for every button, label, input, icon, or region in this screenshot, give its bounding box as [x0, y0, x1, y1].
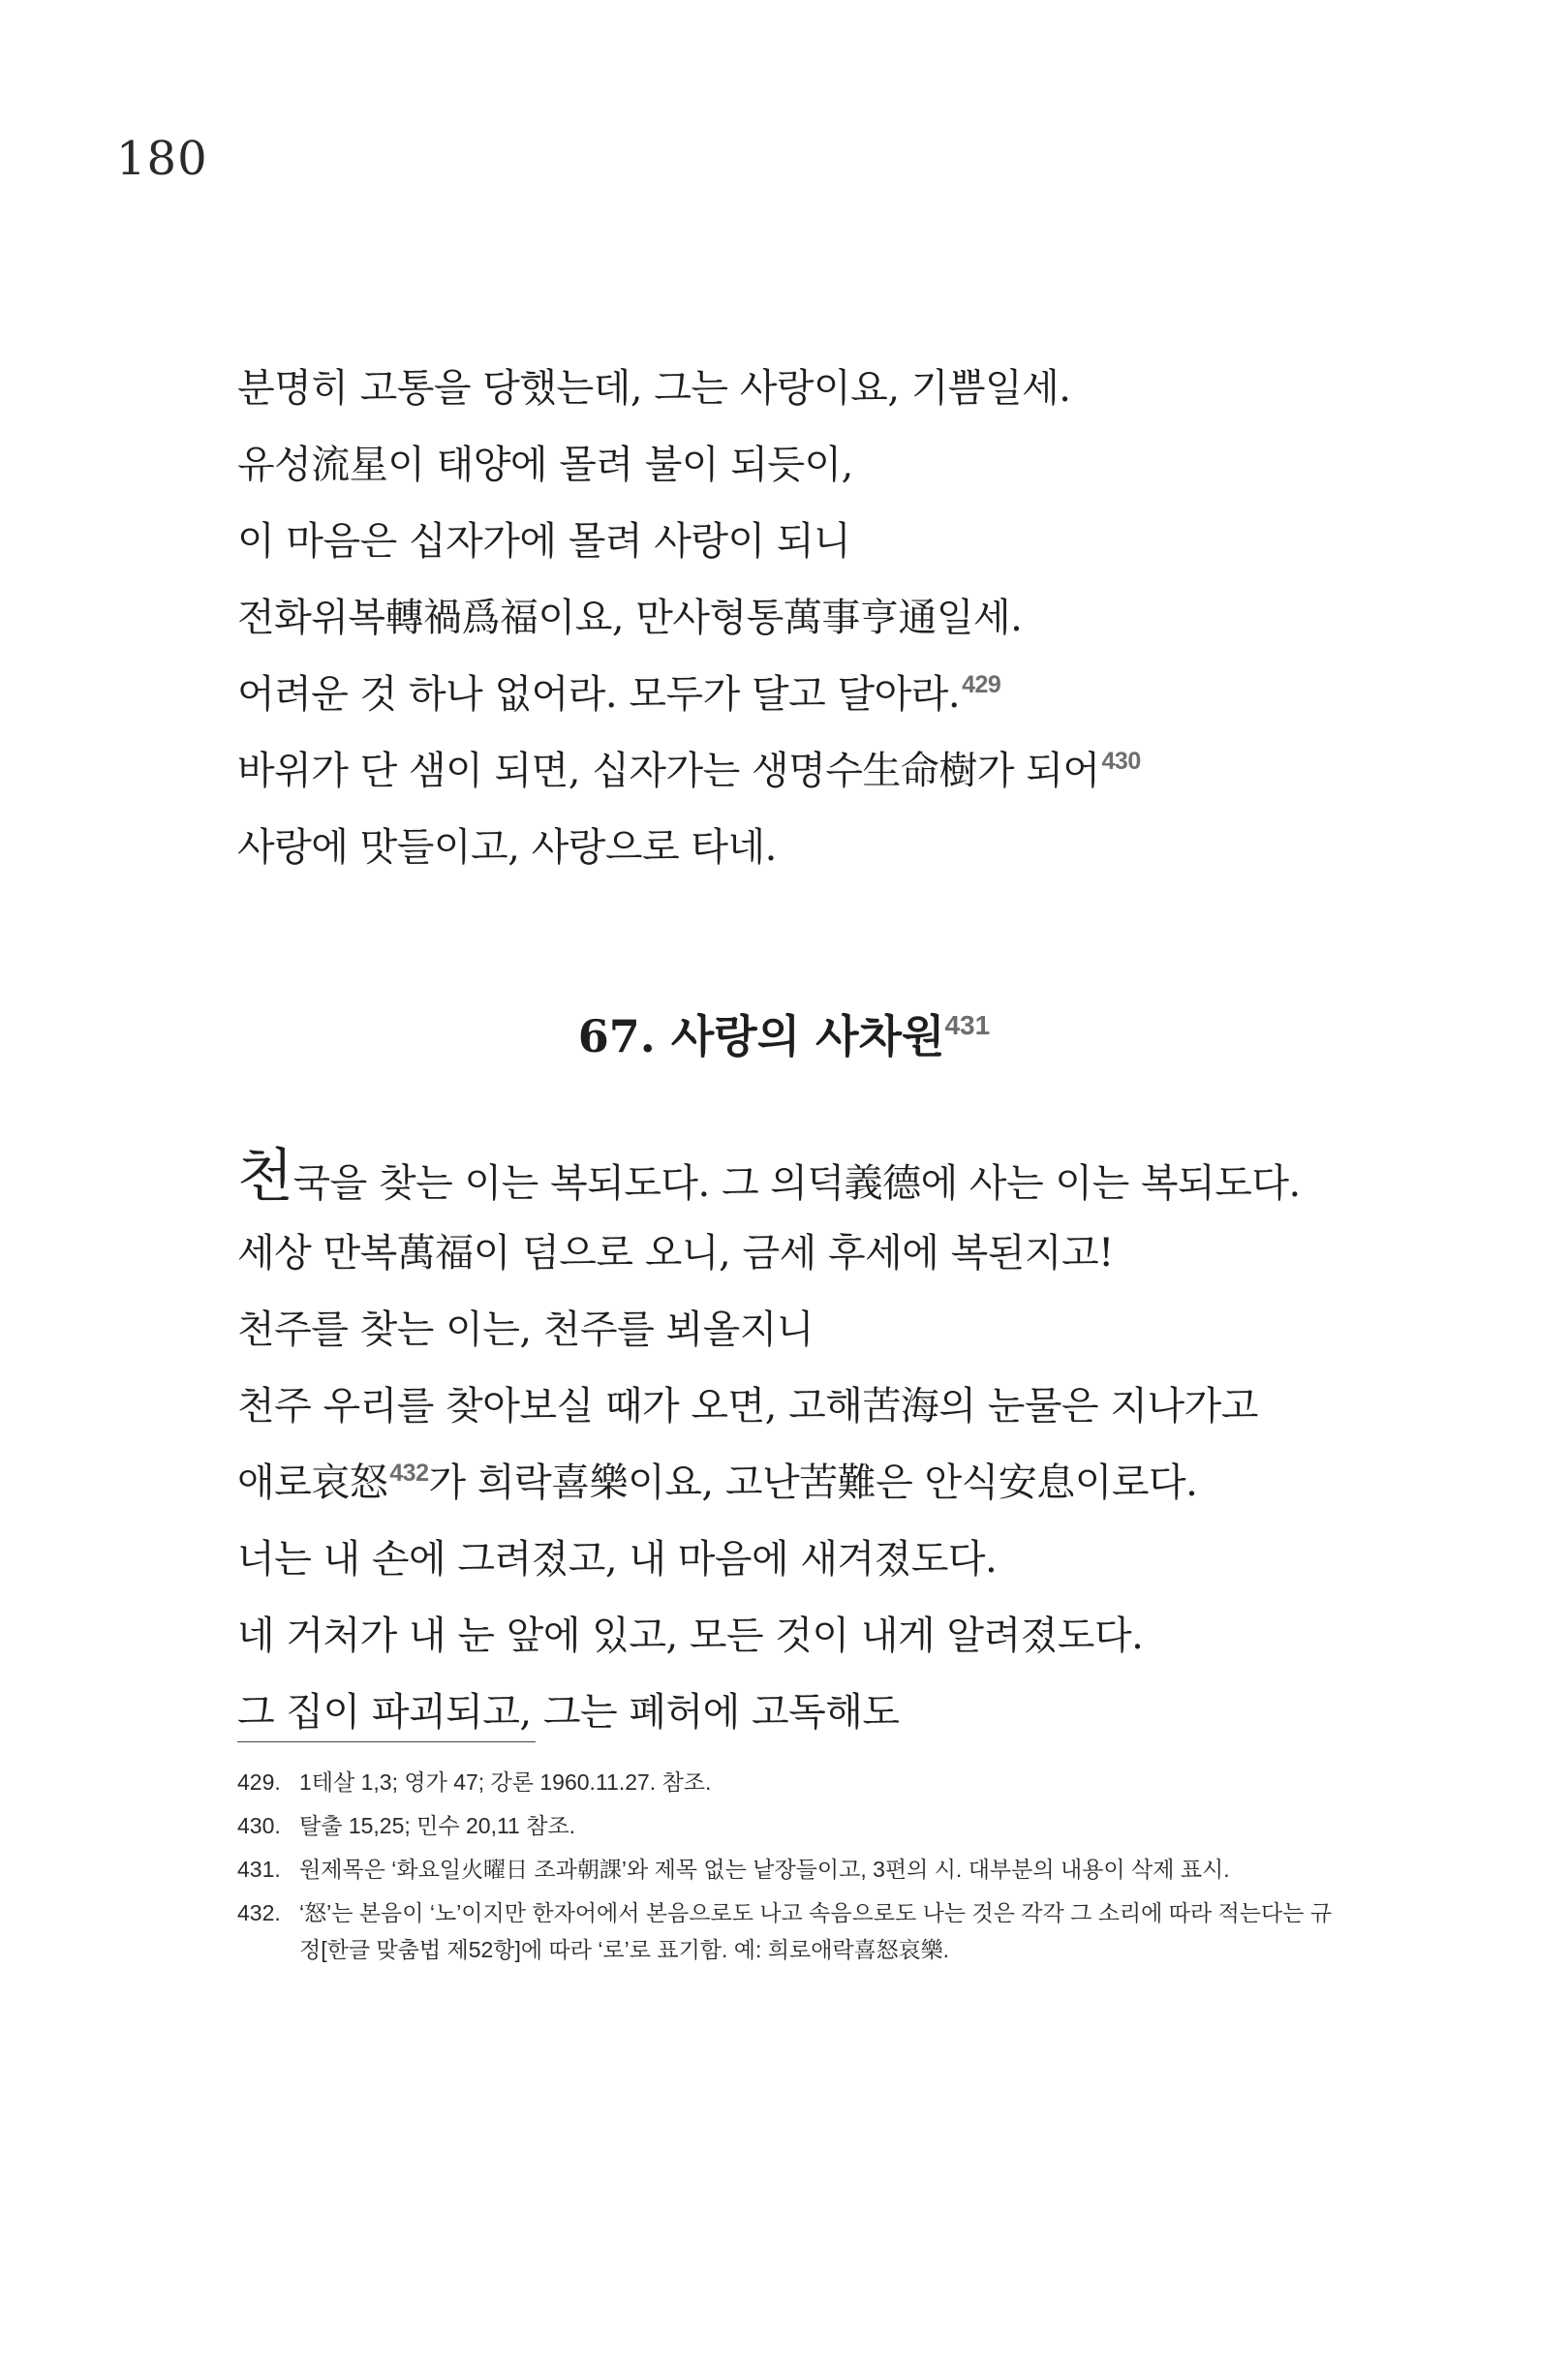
page-number: 180: [116, 132, 208, 186]
poem-line-text: 천주를 찾는 이는, 천주를 뵈올지니: [237, 1307, 815, 1352]
footnote-431: [237, 1851, 1341, 1888]
poem-line-text: 천주 우리를 찾아보실 때가 오면, 고해苦海의 눈물은 지나가고: [237, 1384, 1258, 1429]
section-title-text: 67. 사랑의 사차원: [577, 1010, 945, 1062]
footnote-text: 원제목은 ‘화요일火曜日 조과朝課’와 제목 없는 낱장들이고, 3편의 시. 대부분의 내용이 삭제 표시.: [299, 1857, 1230, 1882]
footnote-number: 429.: [237, 1769, 281, 1795]
poem-line-text: 이 마음은 십자가에 몰려 사랑이 되니: [237, 519, 851, 564]
drop-cap: 천: [237, 1143, 293, 1211]
poem-line: [237, 657, 1399, 733]
footnote-text: 탈출 15,25; 민수 20,11 참조.: [299, 1813, 576, 1838]
poem-line-text: 국을 찾는 이는 복되도다. 그 의덕義德에 사는 이는 복되도다.: [292, 1161, 1301, 1206]
footnote-text: ‘怒’는 본음이 ‘노’이지만 한자어에서 본음으로도 나고 속음으로도 나는 것은 각각 그 소리에 따라 적는다는 규정[한글 맞춤법 제52항]에 따라 ‘로’로 표기함. 예: 희로애락喜怒哀樂.: [299, 1900, 1333, 1962]
poem-line: [237, 1445, 1399, 1522]
poem-first-line: [237, 1139, 1399, 1215]
section-title: [0, 998, 1568, 1075]
poem-line: [237, 733, 1399, 810]
poem-line: [237, 351, 1399, 427]
footnote-429: [237, 1764, 1341, 1800]
poem-line-text: 어려운 것 하나 없어라. 모두가 달고 달아라.: [237, 672, 961, 717]
poem-line: [237, 504, 1399, 580]
footnote-430: [237, 1807, 1341, 1844]
poem-line-text: 가 희락喜樂이요, 고난苦難은 안식安息이로다.: [428, 1461, 1198, 1505]
footnote-ref-429[interactable]: 429: [962, 671, 1001, 698]
poem-line: [237, 1292, 1399, 1369]
footnote-ref-431[interactable]: 431: [944, 1010, 991, 1040]
poem-line-text: 네 거처가 내 눈 앞에 있고, 모든 것이 내게 알려졌도다.: [237, 1614, 1144, 1658]
footnote-ref-432[interactable]: 432: [389, 1460, 429, 1487]
footnote-number: 431.: [237, 1857, 281, 1882]
poem-line-text: 분명히 고통을 당했는데, 그는 사랑이요, 기쁨일세.: [237, 366, 1071, 411]
poem-line-text: 애로哀怒: [237, 1461, 388, 1505]
poem-line-text: 유성流星이 태양에 몰려 불이 되듯이,: [237, 443, 853, 487]
poem-line-text: 너는 내 손에 그려졌고, 내 마음에 새겨졌도다.: [237, 1537, 998, 1582]
footnote-ref-430[interactable]: 430: [1101, 748, 1141, 775]
poem-line: [237, 1598, 1399, 1675]
poem-line: [237, 427, 1399, 504]
poem-line-text: 사랑에 맛들이고, 사랑으로 타네.: [237, 825, 777, 870]
footnote-432: [237, 1894, 1341, 1968]
footnote-divider: [237, 1741, 536, 1742]
poem-line-text: 그 집이 파괴되고, 그는 폐허에 고독해도: [237, 1690, 900, 1735]
footnotes: [237, 1764, 1341, 1975]
poem-line: [237, 1675, 1399, 1751]
footnote-text: 1테살 1,3; 영가 47; 강론 1960.11.27. 참조.: [299, 1769, 712, 1795]
footnote-number: 430.: [237, 1813, 281, 1838]
poem-line-text: 세상 만복萬福이 덤으로 오니, 금세 후세에 복된지고!: [237, 1231, 1114, 1276]
poem-line: [237, 580, 1399, 657]
footnote-number: 432.: [237, 1900, 281, 1925]
poem-line: [237, 810, 1399, 886]
poem-line: [237, 1522, 1399, 1598]
poem-line: [237, 1369, 1399, 1445]
poem-stanza-top: [237, 351, 1399, 886]
poem-line: [237, 1215, 1399, 1292]
poem-line-text: 바위가 단 샘이 되면, 십자가는 생명수生命樹가 되어: [237, 749, 1100, 793]
poem-line-text: 전화위복轉禍爲福이요, 만사형통萬事亨通일세.: [237, 596, 1023, 640]
poem-stanza-bottom: [237, 1139, 1399, 1751]
